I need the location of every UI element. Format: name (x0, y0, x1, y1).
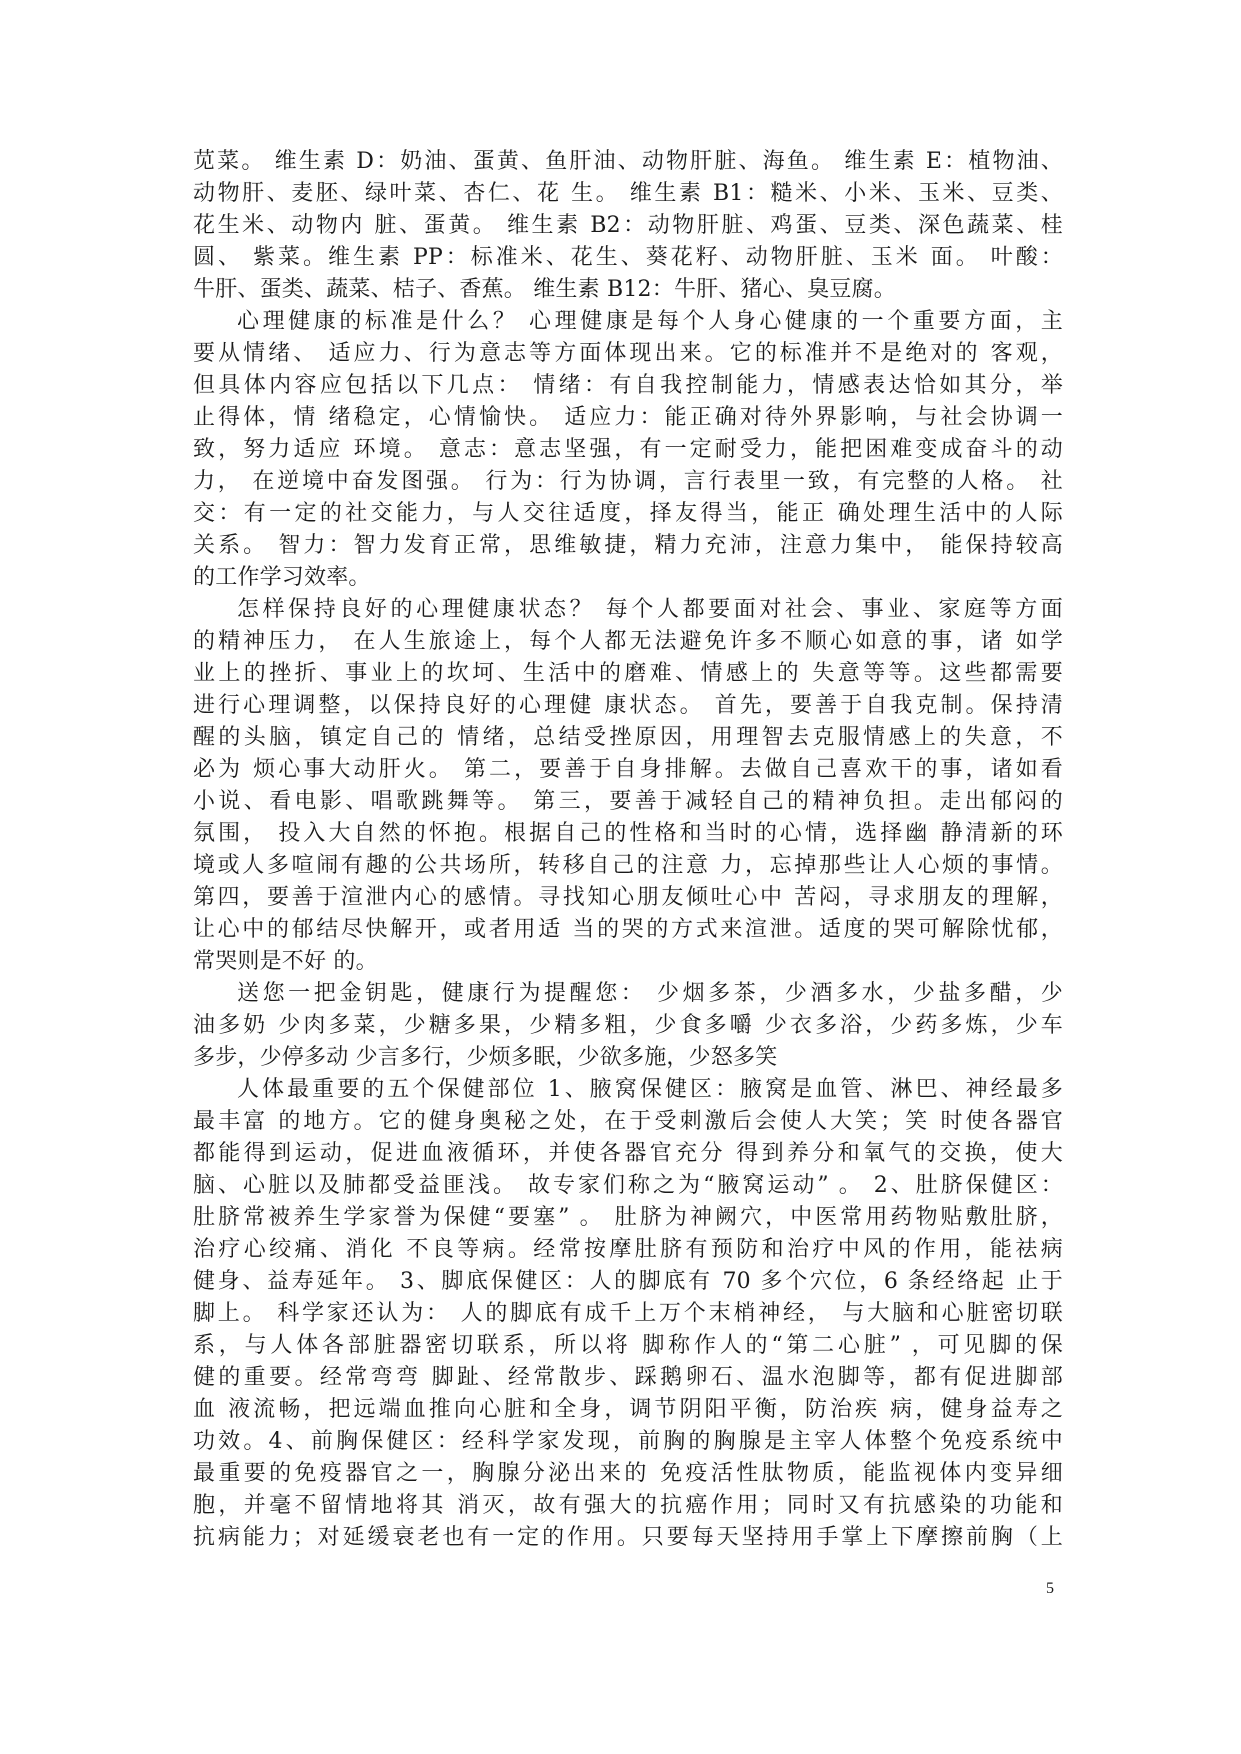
text-line: 但具体内容应包括以下几点： 情绪：有自我控制能力，情感表达恰如其分，举 (193, 373, 1063, 398)
text-line: 第四，要善于渲泄内心的感情。寻找知心朋友倾吐心中 苦闷，寻求朋友的理解， (193, 885, 1063, 910)
text-line: 动物肝、麦胚、绿叶菜、杏仁、花 生。 维生素 B1：糙米、小米、玉米、豆类、 (193, 181, 1063, 206)
text-line: 送您一把金钥匙，健康行为提醒您： 少烟多茶，少酒多水，少盐多醋，少 (237, 981, 1063, 1006)
text-line: 脑、心脏以及肺都受益匪浅。 故专家们称之为“腋窝运动” 。 2、肚脐保健区： (193, 1173, 1063, 1198)
paragraph-five-health-areas (193, 1074, 1063, 1554)
text-line: 脚上。 科学家还认为： 人的脚底有成千上万个末梢神经， 与大脑和心脏密切联 (193, 1301, 1063, 1326)
text-line: 功效。4、前胸保健区：经科学家发现，前胸的胸腺是主宰人体整个免疫系统中 (193, 1429, 1063, 1454)
paragraph-mental-health-standards (193, 306, 1063, 594)
text-line: 苋菜。 维生素 D：奶油、蛋黄、鱼肝油、动物肝脏、海鱼。 维生素 E：植物油、 (193, 149, 1063, 174)
text-line: 要从情绪、 适应力、行为意志等方面体现出来。它的标准并不是绝对的 客观， (193, 341, 1063, 366)
text-line: 系，与人体各部脏器密切联系，所以将 脚称作人的“第二心脏” ，可见脚的保 (193, 1333, 1063, 1358)
text-line: 健身、益寿延年。 3、脚底保健区：人的脚底有 70 多个穴位，6 条经络起 止于 (193, 1269, 1063, 1294)
text-line: 抗病能力；对延缓衰老也有一定的作用。只要每天坚持用手掌上下摩擦前胸（上 (193, 1525, 1063, 1550)
text-line: 胞，并毫不留情地将其 消灭，故有强大的抗癌作用；同时又有抗感染的功能和 (193, 1493, 1063, 1518)
text-line: 力， 在逆境中奋发图强。 行为：行为协调，言行表里一致，有完整的人格。 社 (193, 469, 1063, 494)
text-line: 进行心理调整，以保持良好的心理健 康状态。 首先，要善于自我克制。保持清 (193, 693, 1063, 718)
text-line: 让心中的郁结尽快解开，或者用适 当的哭的方式来渲泄。适度的哭可解除忧郁， (193, 917, 1063, 942)
text-line: 最丰富 的地方。它的健身奥秘之处，在于受刺激后会使人大笑；笑 时使各器官 (193, 1109, 1063, 1134)
text-line: 多步，少停多动 少言多行，少烦多眠，少欲多施，少怒多笑 (193, 1045, 778, 1070)
text-line: 油多奶 少肉多菜，少糖多果，少精多粗，少食多嚼 少衣多浴，少药多炼，少车 (193, 1013, 1063, 1038)
text-line: 的精神压力， 在人生旅途上，每个人都无法避免许多不顺心如意的事，诸 如学 (193, 629, 1063, 654)
text-line: 治疗心绞痛、消化 不良等病。经常按摩肚脐有预防和治疗中风的作用，能祛病 (193, 1237, 1063, 1262)
page-number: 5 (1046, 1580, 1054, 1597)
text-line: 常哭则是不好 的。 (193, 949, 378, 974)
text-line: 最重要的免疫器官之一，胸腺分泌出来的 免疫活性肽物质，能监视体内变异细 (193, 1461, 1063, 1486)
text-line: 血 液流畅，把远端血推向心脏和全身，调节阴阳平衡，防治疾 病，健身益寿之 (193, 1397, 1063, 1422)
document-body (193, 146, 1063, 1554)
text-line: 必为 烦心事大动肝火。 第二，要善于自身排解。去做自己喜欢干的事，诸如看 (193, 757, 1063, 782)
text-line: 境或人多喧闹有趣的公共场所，转移自己的注意 力，忘掉那些让人心烦的事情。 (193, 853, 1063, 878)
text-line: 健的重要。经常弯弯 脚趾、经常散步、踩鹅卵石、温水泡脚等，都有促进脚部 (193, 1365, 1063, 1390)
text-line: 小说、看电影、唱歌跳舞等。 第三，要善于减轻自己的精神负担。走出郁闷的 (193, 789, 1063, 814)
text-line: 肚脐常被养生学家誉为保健“要塞” 。 肚脐为神阙穴，中医常用药物贴敷肚脐， (193, 1205, 1063, 1230)
text-line: 交：有一定的社交能力，与人交往适度，择友得当，能正 确处理生活中的人际 (193, 501, 1063, 526)
text-line: 圆、 紫菜。维生素 PP：标准米、花生、葵花籽、动物肝脏、玉米 面。 叶酸： (193, 245, 1063, 270)
text-line: 都能得到运动，促进血液循环，并使各器官充分 得到养分和氧气的交换，使大 (193, 1141, 1063, 1166)
text-line: 关系。 智力：智力发育正常，思维敏捷，精力充沛，注意力集中， 能保持较高 (193, 533, 1063, 558)
text-line: 人体最重要的五个保健部位 1、腋窝保健区：腋窝是血管、淋巴、神经最多 (237, 1077, 1063, 1102)
text-line: 花生米、动物内 脏、蛋黄。 维生素 B2：动物肝脏、鸡蛋、豆类、深色蔬菜、桂 (193, 213, 1063, 238)
paragraph-maintain-mental-health (193, 594, 1063, 978)
text-line: 心理健康的标准是什么？ 心理健康是每个人身心健康的一个重要方面，主 (237, 309, 1063, 334)
text-line: 怎样保持良好的心理健康状态？ 每个人都要面对社会、事业、家庭等方面 (237, 597, 1063, 622)
text-line: 牛肝、蛋类、蔬菜、桔子、香蕉。 维生素 B12：牛肝、猪心、臭豆腐。 (193, 277, 896, 302)
text-line: 氛围， 投入大自然的怀抱。根据自己的性格和当时的心情，选择幽 静清新的环 (193, 821, 1063, 846)
paragraph-vitamin-sources (193, 146, 1063, 306)
text-line: 致，努力适应 环境。 意志：意志坚强，有一定耐受力，能把困难变成奋斗的动 (193, 437, 1063, 462)
text-line: 业上的挫折、事业上的坎坷、生活中的磨难、情感上的 失意等等。这些都需要 (193, 661, 1063, 686)
text-line: 止得体，情 绪稳定，心情愉快。 适应力：能正确对待外界影响，与社会协调一 (193, 405, 1063, 430)
text-line: 的工作学习效率。 (193, 565, 371, 590)
text-line: 醒的头脑，镇定自己的 情绪，总结受挫原因，用理智去克服情感上的失意，不 (193, 725, 1063, 750)
paragraph-golden-key (193, 978, 1063, 1074)
